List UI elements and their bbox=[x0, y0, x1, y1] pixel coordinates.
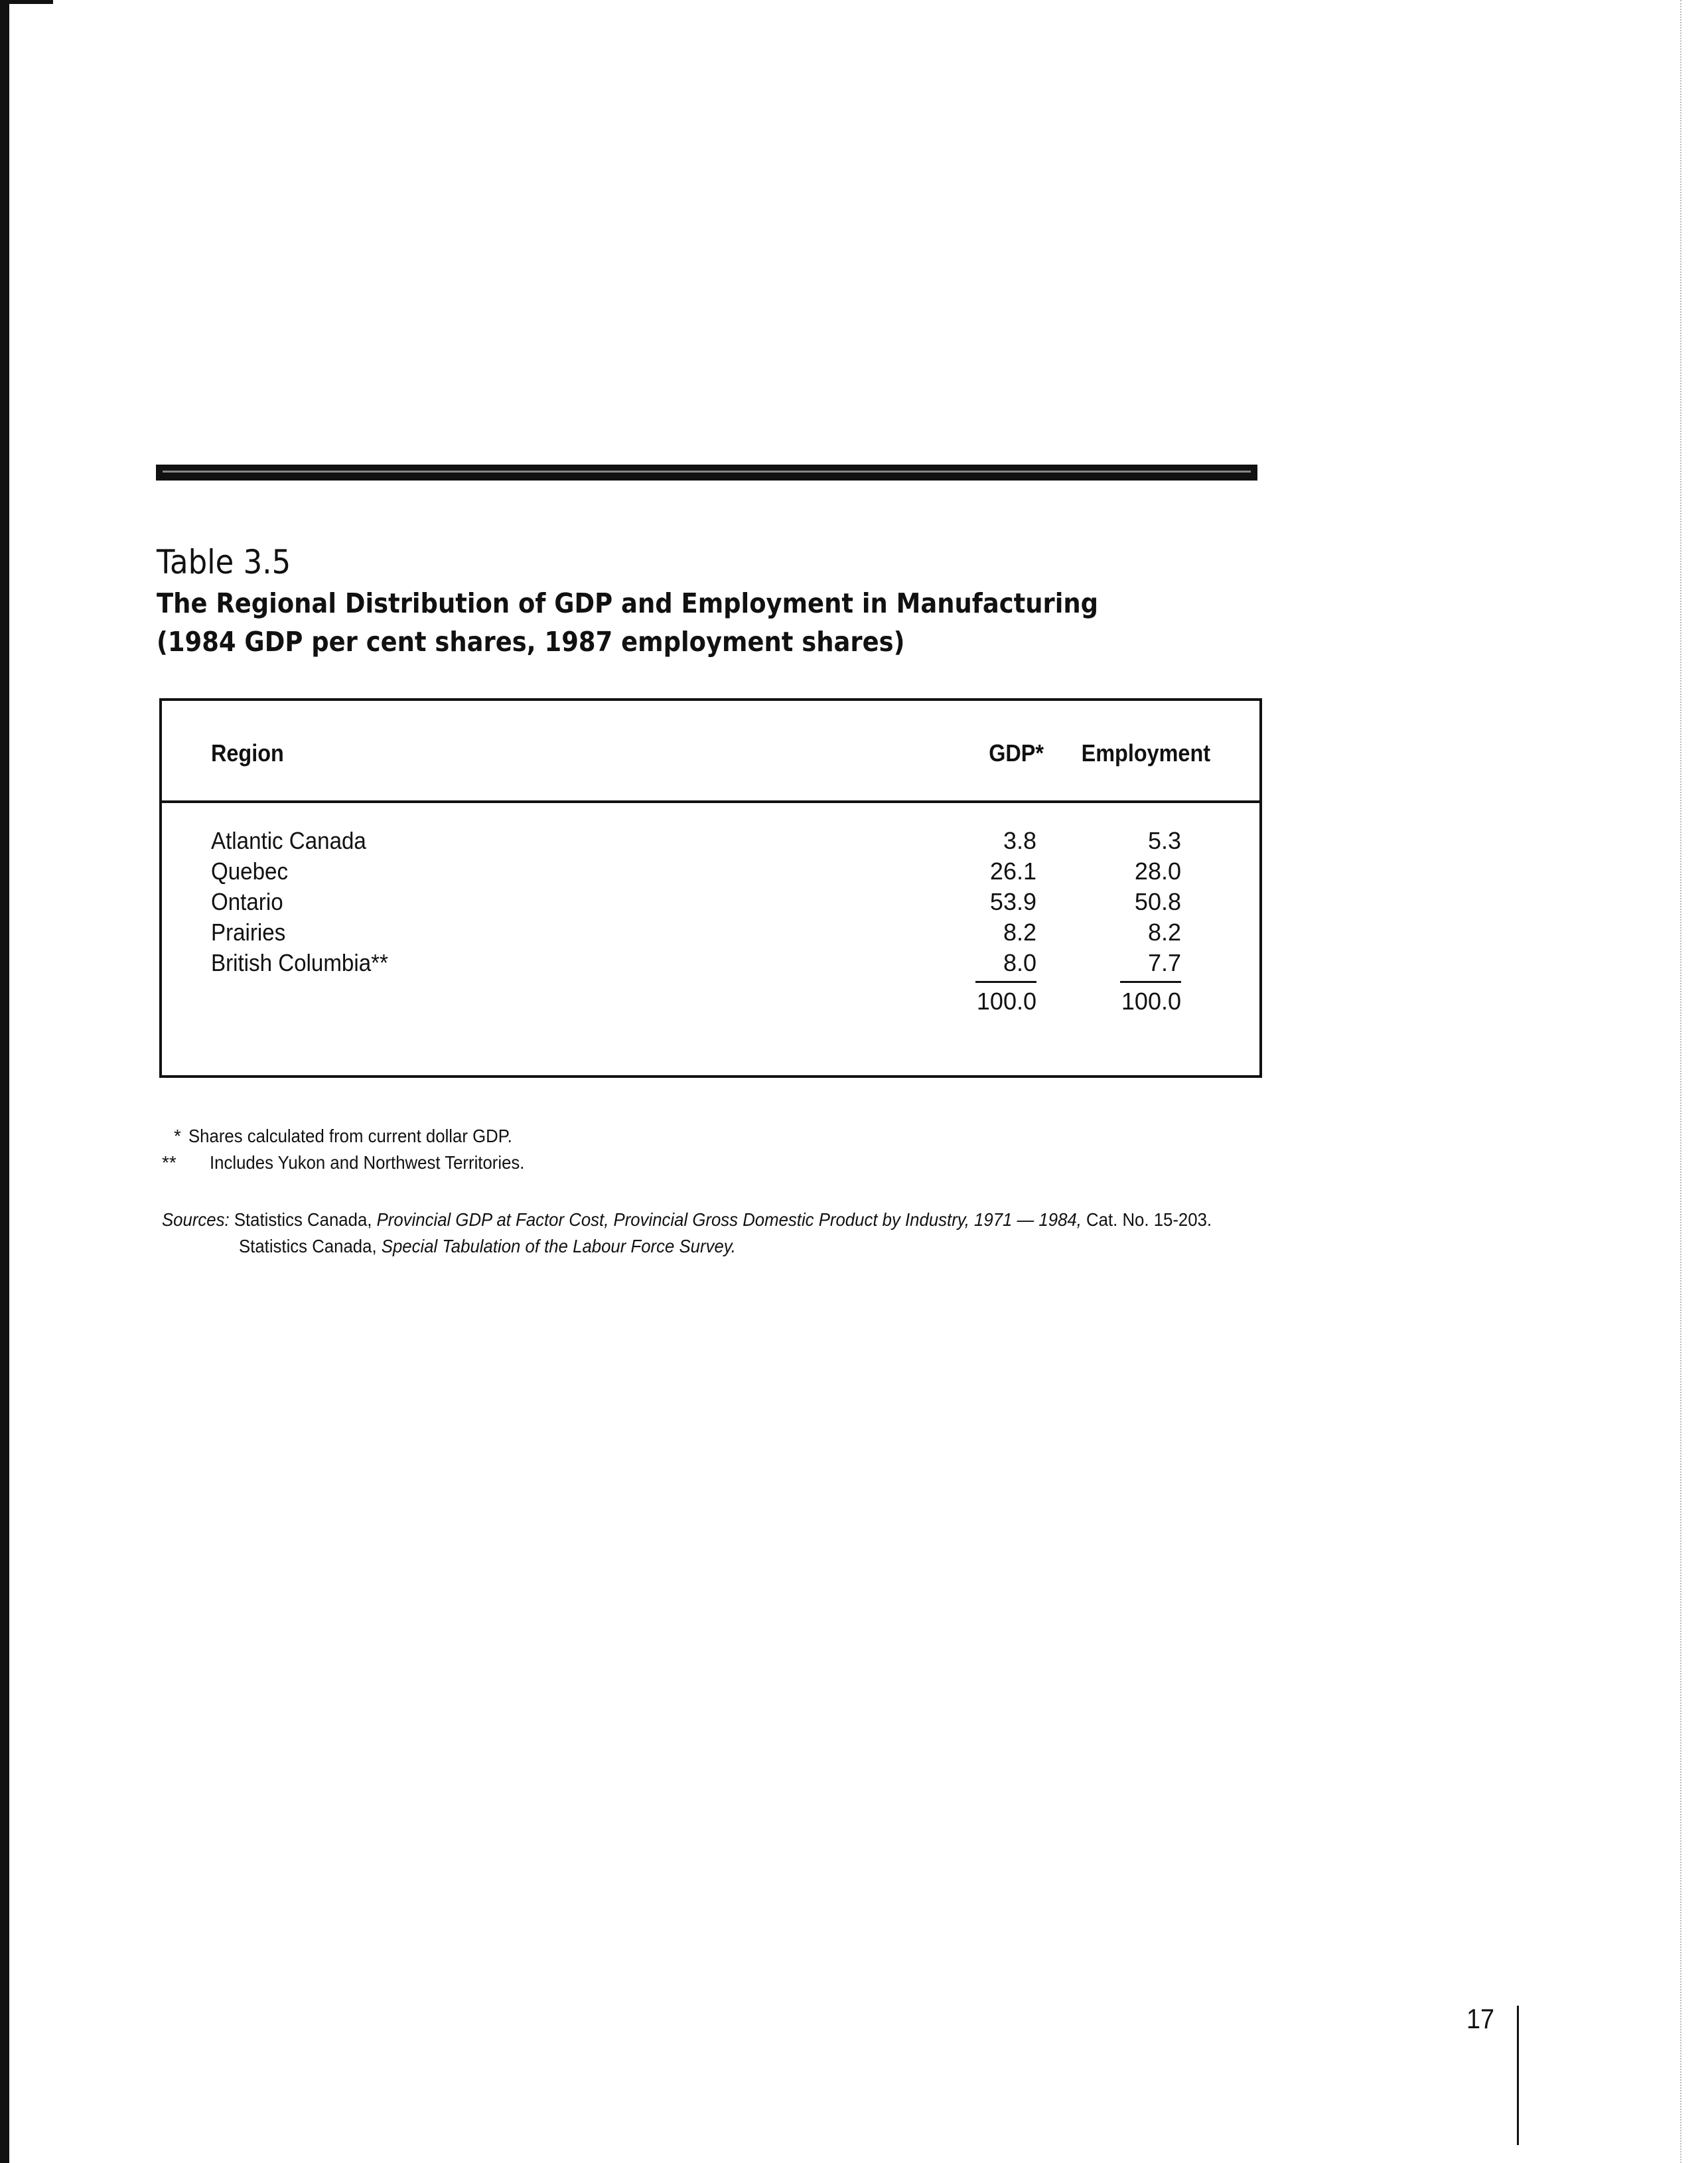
region-cell: Atlantic Canada bbox=[211, 827, 366, 854]
gdp-cell: 53.9 bbox=[989, 888, 1036, 915]
source-publisher: Statistics Canada, bbox=[234, 1209, 377, 1230]
source-title: Provincial GDP at Factor Cost, Provincial Gross Domestic Product by Industry, 1971 — 1984, bbox=[376, 1209, 1082, 1230]
employment-cell: 8.2 bbox=[1147, 919, 1181, 946]
region-cell: Quebec bbox=[211, 858, 289, 885]
table-row bbox=[162, 919, 1259, 949]
gdp-cell: 8.2 bbox=[1003, 919, 1036, 946]
employment-sum-rule bbox=[1120, 981, 1181, 983]
table-row bbox=[162, 888, 1259, 919]
source-catalogue: Cat. No. 15-203. bbox=[1081, 1209, 1212, 1230]
table-title bbox=[157, 584, 1098, 661]
table-row bbox=[162, 827, 1259, 858]
page-number-rule bbox=[1517, 2006, 1519, 2145]
sources-label: Sources: bbox=[162, 1209, 230, 1230]
column-header-gdp: GDP* bbox=[989, 739, 1044, 767]
source-publisher: Statistics Canada, bbox=[239, 1236, 382, 1256]
gdp-cell: 26.1 bbox=[989, 858, 1036, 885]
page-binding-edge bbox=[0, 0, 9, 2163]
data-table bbox=[159, 698, 1262, 1078]
sources-line-2 bbox=[239, 1236, 736, 1257]
section-rule bbox=[156, 465, 1257, 481]
gdp-total: 100.0 bbox=[976, 988, 1036, 1015]
table-title-line-2: (1984 GDP per cent shares, 1987 employment shares) bbox=[157, 626, 905, 658]
footnote-mark: ** bbox=[162, 1152, 177, 1173]
table-row bbox=[162, 858, 1259, 888]
footnote-text: Includes Yukon and Northwest Territories. bbox=[210, 1152, 525, 1173]
column-header-employment: Employment bbox=[1081, 739, 1210, 767]
table-header-row bbox=[162, 701, 1259, 803]
sources-line-1 bbox=[162, 1209, 1212, 1231]
employment-total: 100.0 bbox=[1121, 988, 1181, 1015]
employment-cell: 5.3 bbox=[1147, 827, 1181, 854]
footnote-mark: * bbox=[174, 1126, 181, 1146]
employment-cell: 28.0 bbox=[1134, 858, 1181, 885]
gdp-sum-rule bbox=[975, 981, 1036, 983]
page-right-edge bbox=[1680, 0, 1683, 2163]
region-cell: Ontario bbox=[211, 888, 283, 915]
table-number: Table 3.5 bbox=[157, 543, 291, 581]
region-cell: British Columbia** bbox=[211, 949, 388, 976]
employment-cell: 50.8 bbox=[1134, 888, 1181, 915]
region-cell: Prairies bbox=[211, 919, 286, 946]
column-header-region: Region bbox=[211, 739, 284, 767]
table-row bbox=[162, 949, 1259, 980]
table-title-line-1: The Regional Distribution of GDP and Employment in Manufacturing bbox=[157, 587, 1099, 619]
source-title: Special Tabulation of the Labour Force Survey. bbox=[381, 1236, 736, 1256]
page-corner-mark bbox=[0, 0, 53, 4]
total-row bbox=[162, 988, 1259, 1021]
gdp-cell: 3.8 bbox=[1003, 827, 1036, 854]
page-number: 17 bbox=[1466, 2003, 1495, 2034]
gdp-cell: 8.0 bbox=[1003, 949, 1036, 976]
employment-cell: 7.7 bbox=[1147, 949, 1181, 976]
footnote-text: Shares calculated from current dollar GDP. bbox=[188, 1126, 512, 1146]
